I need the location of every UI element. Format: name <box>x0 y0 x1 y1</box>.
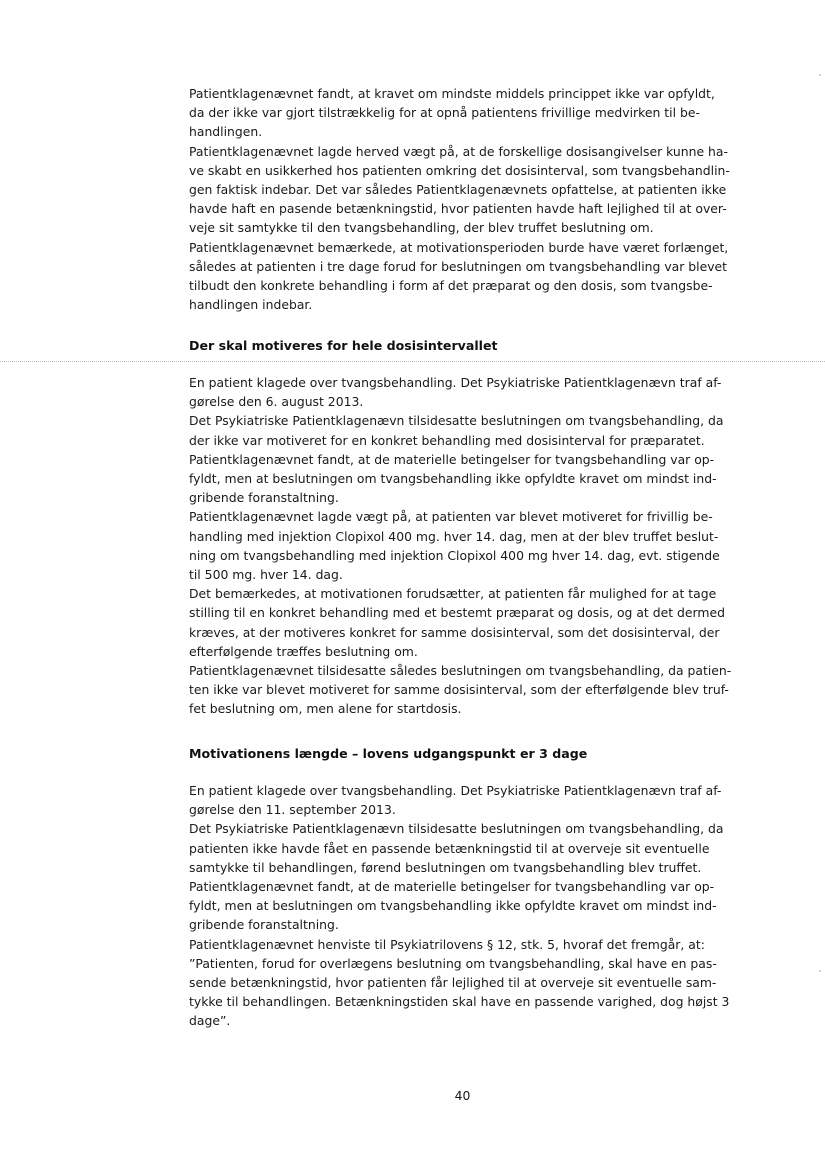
paragraph: Det bemærkedes, at motivationen forudsætter, at patienten får mulighed for at tage stilling til en konkret behandling med et bestemt præparat og dosis, og at det dermed kræves, at der motiveres konkret for samme dosisinterval, som det dosisinterval, der efterfølgende træffes beslutning om. <box>189 586 725 659</box>
section-heading-container <box>189 336 749 355</box>
paragraph: Det Psykiatriske Patientklagenævn tilsidesatte beslutningen om tvangsbehandling, da der ikke var motiveret for en konkret behandling med dosisinterval for præparatet. <box>189 413 724 448</box>
section-intro <box>189 84 749 314</box>
section-heading: Der skal motiveres for hele dosisintervallet <box>189 338 498 353</box>
paragraph: Patientklagenævnet tilsidesatte således beslutningen om tvangsbehandling, da patien- ten ikke var blevet motiveret for samme dosisinterval, som der efterfølgende blev truf- fet beslutning om, men alene for startdosis. <box>189 663 732 717</box>
paragraph: Det Psykiatriske Patientklagenævn tilsidesatte beslutningen om tvangsbehandling, da patienten ikke havde fået en passende betænkningstid til at overveje sit eventuelle samtykke til behandlingen, førend beslutningen om tvangsbehandling blev truffet. <box>189 821 724 875</box>
paragraph: Patientklagenævnet fandt, at de materielle betingelser for tvangsbehandling var op- fyldt, men at beslutningen om tvangsbehandling ikke opfyldte kravet om mindst ind- gribende foranstaltning. <box>189 879 717 933</box>
section-heading: Motivationens længde – lovens udgangspunkt er 3 dage <box>189 746 588 761</box>
scan-mark <box>819 74 821 76</box>
divider <box>0 361 825 362</box>
paragraph: Patientklagenævnet lagde herved vægt på, at de forskellige dosisangivelser kunne ha- ve skabt en usikkerhed hos patienten omkring det dosisinterval, som tvangsbehandlin- gen faktisk indebar. Det var således Patientklagenævnets opfattelse, at patienten ikke havde haft en pasende betænkningstid, hvor patienten havde haft lejlighed til at over- veje sit samtykke til den tvangsbehandling, der blev truffet beslutning om. <box>189 143 730 236</box>
section-dosisinterval <box>189 373 749 719</box>
section-motivation-length <box>189 781 749 1031</box>
paragraph: Patientklagenævnet bemærkede, at motivationsperioden burde have været forlænget, således at patienten i tre dage forud for beslutningen om tvangsbehandling var blevet tilbudt den konkrete behandling i form af det præparat og den dosis, som tvangsbe- handlingen indebar. <box>189 239 729 313</box>
paragraph: Patientklagenævnet fandt, at kravet om mindste middels princippet ikke var opfyldt, da der ikke var gjort tilstrækkelig for at opnå patientens frivillige medvirken til be- handlingen. <box>189 86 715 140</box>
paragraph: Patientklagenævnet lagde vægt på, at patienten var blevet motiveret for frivillig be- handling med injektion Clopixol 400 mg. hver 14. dag, men at der blev truffet beslut- ning om tvangsbehandling med injektion Clopixol 400 mg hver 14. dag, evt. stigende til 500 mg. hver 14. dag. <box>189 509 720 583</box>
paragraph: En patient klagede over tvangsbehandling. Det Psykiatriske Patientklagenævn traf af- gørelse den 6. august 2013. <box>189 375 722 410</box>
section-heading-container <box>189 744 749 763</box>
paragraph: En patient klagede over tvangsbehandling. Det Psykiatriske Patientklagenævn traf af- gørelse den 11. september 2013. <box>189 783 722 818</box>
page-number: 40 <box>454 1088 471 1103</box>
paragraph: Patientklagenævnet henviste til Psykiatrilovens § 12, stk. 5, hvoraf det fremgår, at: ”Patienten, forud for overlægens beslutning om tvangsbehandling, skal have en pas- sende betænkningstid, hvor patienten får lejlighed til at overveje sit eventuelle sam- tykke til behandlingen. Betænkningstiden skal have en passende varighed, dog højst 3 dage”. <box>189 936 730 1029</box>
scan-mark <box>819 970 821 972</box>
paragraph: Patientklagenævnet fandt, at de materielle betingelser for tvangsbehandling var op- fyldt, men at beslutningen om tvangsbehandling ikke opfyldte kravet om mindst ind- gribende foranstaltning. <box>189 451 717 506</box>
